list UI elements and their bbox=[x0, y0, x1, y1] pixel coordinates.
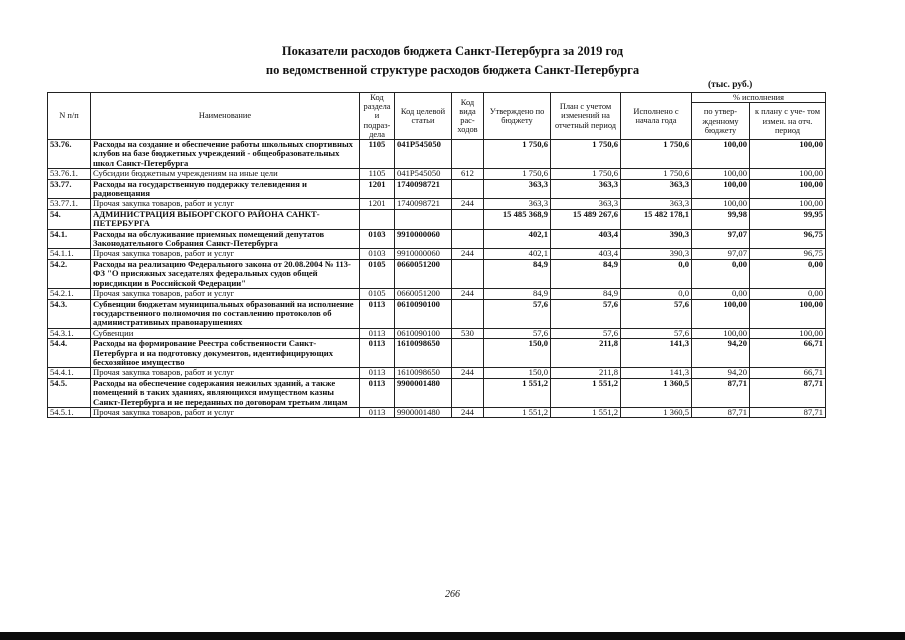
row-approved-cell: 150,0 bbox=[484, 368, 551, 378]
table-row bbox=[48, 199, 826, 209]
row-pct-plan-cell: 96,75 bbox=[750, 249, 826, 259]
row-approved-cell: 15 485 368,9 bbox=[484, 209, 551, 229]
row-num-cell: 54.2. bbox=[48, 259, 91, 288]
row-pct-approved-cell: 100,00 bbox=[692, 299, 750, 328]
table-body bbox=[48, 140, 826, 418]
row-executed-cell: 57,6 bbox=[621, 299, 692, 328]
row-approved-cell: 57,6 bbox=[484, 299, 551, 328]
table-row bbox=[48, 229, 826, 249]
row-name-cell: Расходы на обеспечение содержания нежилых зданий, а также помещений в таких зданиях, являющихся имуществом казны Санкт-Петербурга и не переданных по договорам третьим лицам bbox=[91, 378, 360, 407]
row-pct-approved-cell: 87,71 bbox=[692, 378, 750, 407]
row-target-cell: 041P545050 bbox=[395, 140, 452, 169]
row-pct-approved-cell: 97,07 bbox=[692, 229, 750, 249]
row-kind-cell bbox=[452, 140, 484, 169]
row-executed-cell: 1 750,6 bbox=[621, 169, 692, 179]
units-label: (тыс. руб.) bbox=[708, 80, 753, 90]
row-pct-approved-cell: 100,00 bbox=[692, 179, 750, 199]
row-name-cell: Расходы на формирование Реестра собственности Санкт-Петербурга и на подготовку документов, идентифицирующих бесхозяйное имущество bbox=[91, 339, 360, 368]
row-kind-cell bbox=[452, 339, 484, 368]
table-row bbox=[48, 378, 826, 407]
row-pct-plan-cell: 96,75 bbox=[750, 229, 826, 249]
row-section-cell: 0113 bbox=[360, 368, 395, 378]
header-kind: Код вида рас- ходов bbox=[452, 93, 484, 140]
row-num-cell: 54.4. bbox=[48, 339, 91, 368]
row-pct-plan-cell: 66,71 bbox=[750, 339, 826, 368]
row-plan-cell: 84,9 bbox=[551, 259, 621, 288]
row-plan-cell: 211,8 bbox=[551, 368, 621, 378]
row-pct-approved-cell: 0,00 bbox=[692, 259, 750, 288]
row-num-cell: 54. bbox=[48, 209, 91, 229]
row-section-cell: 0113 bbox=[360, 339, 395, 368]
row-pct-plan-cell: 87,71 bbox=[750, 378, 826, 407]
row-kind-cell bbox=[452, 378, 484, 407]
row-kind-cell: 244 bbox=[452, 199, 484, 209]
row-pct-approved-cell: 100,00 bbox=[692, 328, 750, 338]
row-executed-cell: 1 750,6 bbox=[621, 140, 692, 169]
row-pct-plan-cell: 100,00 bbox=[750, 179, 826, 199]
row-plan-cell: 1 551,2 bbox=[551, 407, 621, 417]
table-row bbox=[48, 209, 826, 229]
row-section-cell: 0113 bbox=[360, 328, 395, 338]
page-number: 266 bbox=[445, 589, 460, 600]
row-target-cell: 1610098650 bbox=[395, 339, 452, 368]
row-plan-cell: 363,3 bbox=[551, 179, 621, 199]
row-name-cell: АДМИНИСТРАЦИЯ ВЫБОРГСКОГО РАЙОНА САНКТ-ПЕТЕРБУРГА bbox=[91, 209, 360, 229]
row-name-cell: Расходы на создание и обеспечение работы школьных спортивных клубов на базе бюджетных учреждений - общеобразовательных школ Санкт-Петербурга bbox=[91, 140, 360, 169]
row-pct-plan-cell: 87,71 bbox=[750, 407, 826, 417]
row-pct-approved-cell: 94,20 bbox=[692, 368, 750, 378]
row-pct-plan-cell: 100,00 bbox=[750, 299, 826, 328]
row-name-cell: Прочая закупка товаров, работ и услуг bbox=[91, 249, 360, 259]
row-name-cell: Прочая закупка товаров, работ и услуг bbox=[91, 289, 360, 299]
row-approved-cell: 402,1 bbox=[484, 249, 551, 259]
header-approved: Утверждено по бюджету bbox=[484, 93, 551, 140]
row-num-cell: 54.1. bbox=[48, 229, 91, 249]
header-num: N п/п bbox=[48, 93, 91, 140]
row-section-cell: 0113 bbox=[360, 407, 395, 417]
row-section-cell: 0113 bbox=[360, 299, 395, 328]
row-plan-cell: 211,8 bbox=[551, 339, 621, 368]
row-executed-cell: 141,3 bbox=[621, 368, 692, 378]
table-row bbox=[48, 249, 826, 259]
row-num-cell: 54.5.1. bbox=[48, 407, 91, 417]
row-num-cell: 54.1.1. bbox=[48, 249, 91, 259]
row-section-cell: 0103 bbox=[360, 229, 395, 249]
table-row bbox=[48, 169, 826, 179]
row-kind-cell: 612 bbox=[452, 169, 484, 179]
row-section-cell: 1105 bbox=[360, 140, 395, 169]
header-pct-group: % исполнения bbox=[692, 93, 826, 103]
table-row bbox=[48, 339, 826, 368]
row-name-cell: Расходы на обслуживание приемных помещений депутатов Законодательного Собрания Санкт-Петербурга bbox=[91, 229, 360, 249]
row-name-cell: Прочая закупка товаров, работ и услуг bbox=[91, 407, 360, 417]
row-num-cell: 53.77.1. bbox=[48, 199, 91, 209]
row-plan-cell: 403,4 bbox=[551, 249, 621, 259]
row-section-cell: 1201 bbox=[360, 179, 395, 199]
row-section-cell bbox=[360, 209, 395, 229]
header-target: Код целевой статьи bbox=[395, 93, 452, 140]
row-executed-cell: 0,0 bbox=[621, 259, 692, 288]
row-pct-approved-cell: 100,00 bbox=[692, 140, 750, 169]
row-pct-approved-cell: 94,20 bbox=[692, 339, 750, 368]
row-target-cell: 9910000060 bbox=[395, 229, 452, 249]
row-target-cell: 9910000060 bbox=[395, 249, 452, 259]
row-pct-approved-cell: 100,00 bbox=[692, 169, 750, 179]
row-approved-cell: 1 750,6 bbox=[484, 140, 551, 169]
row-kind-cell bbox=[452, 229, 484, 249]
row-plan-cell: 1 551,2 bbox=[551, 378, 621, 407]
row-pct-approved-cell: 100,00 bbox=[692, 199, 750, 209]
row-kind-cell: 530 bbox=[452, 328, 484, 338]
row-target-cell: 0660051200 bbox=[395, 289, 452, 299]
row-num-cell: 53.77. bbox=[48, 179, 91, 199]
row-target-cell: 0610090100 bbox=[395, 328, 452, 338]
row-approved-cell: 84,9 bbox=[484, 289, 551, 299]
row-executed-cell: 363,3 bbox=[621, 179, 692, 199]
row-approved-cell: 57,6 bbox=[484, 328, 551, 338]
row-target-cell: 1610098650 bbox=[395, 368, 452, 378]
row-plan-cell: 1 750,6 bbox=[551, 169, 621, 179]
row-num-cell: 54.3. bbox=[48, 299, 91, 328]
table-row bbox=[48, 140, 826, 169]
row-plan-cell: 57,6 bbox=[551, 299, 621, 328]
row-target-cell: 9900001480 bbox=[395, 378, 452, 407]
budget-table bbox=[47, 92, 826, 418]
row-approved-cell: 150,0 bbox=[484, 339, 551, 368]
row-target-cell bbox=[395, 209, 452, 229]
row-kind-cell bbox=[452, 299, 484, 328]
row-num-cell: 53.76. bbox=[48, 140, 91, 169]
row-section-cell: 0105 bbox=[360, 289, 395, 299]
table-row bbox=[48, 368, 826, 378]
row-approved-cell: 402,1 bbox=[484, 229, 551, 249]
header-pct-approved: по утвер- жденному бюджету bbox=[692, 103, 750, 140]
row-kind-cell: 244 bbox=[452, 368, 484, 378]
row-executed-cell: 141,3 bbox=[621, 339, 692, 368]
header-plan: План с учетом изменений на отчетный период bbox=[551, 93, 621, 140]
row-name-cell: Субвенции бюджетам муниципальных образований на исполнение государственного полномочия по составлению протоколов об административных правонарушениях bbox=[91, 299, 360, 328]
row-approved-cell: 1 551,2 bbox=[484, 378, 551, 407]
row-pct-approved-cell: 99,98 bbox=[692, 209, 750, 229]
row-section-cell: 1201 bbox=[360, 199, 395, 209]
row-executed-cell: 15 482 178,1 bbox=[621, 209, 692, 229]
row-approved-cell: 363,3 bbox=[484, 199, 551, 209]
row-executed-cell: 57,6 bbox=[621, 328, 692, 338]
table-row bbox=[48, 259, 826, 288]
row-target-cell: 1740098721 bbox=[395, 179, 452, 199]
row-approved-cell: 363,3 bbox=[484, 179, 551, 199]
row-name-cell: Субсидии бюджетным учреждениям на иные цели bbox=[91, 169, 360, 179]
row-kind-cell: 244 bbox=[452, 289, 484, 299]
row-plan-cell: 84,9 bbox=[551, 289, 621, 299]
row-kind-cell: 244 bbox=[452, 249, 484, 259]
table-row bbox=[48, 299, 826, 328]
row-executed-cell: 1 360,5 bbox=[621, 407, 692, 417]
row-kind-cell bbox=[452, 179, 484, 199]
row-target-cell: 0610090100 bbox=[395, 299, 452, 328]
header-name: Наименование bbox=[91, 93, 360, 140]
table-row bbox=[48, 179, 826, 199]
row-target-cell: 041P545050 bbox=[395, 169, 452, 179]
row-pct-plan-cell: 99,95 bbox=[750, 209, 826, 229]
row-pct-plan-cell: 100,00 bbox=[750, 328, 826, 338]
row-name-cell: Прочая закупка товаров, работ и услуг bbox=[91, 199, 360, 209]
row-pct-plan-cell: 66,71 bbox=[750, 368, 826, 378]
row-kind-cell bbox=[452, 259, 484, 288]
row-target-cell: 0660051200 bbox=[395, 259, 452, 288]
row-pct-approved-cell: 87,71 bbox=[692, 407, 750, 417]
row-num-cell: 53.76.1. bbox=[48, 169, 91, 179]
row-plan-cell: 363,3 bbox=[551, 199, 621, 209]
row-section-cell: 0105 bbox=[360, 259, 395, 288]
row-executed-cell: 390,3 bbox=[621, 229, 692, 249]
row-kind-cell bbox=[452, 209, 484, 229]
row-kind-cell: 244 bbox=[452, 407, 484, 417]
row-executed-cell: 1 360,5 bbox=[621, 378, 692, 407]
row-plan-cell: 1 750,6 bbox=[551, 140, 621, 169]
header-executed: Исполнено с начала года bbox=[621, 93, 692, 140]
row-num-cell: 54.2.1. bbox=[48, 289, 91, 299]
row-pct-plan-cell: 100,00 bbox=[750, 199, 826, 209]
row-plan-cell: 403,4 bbox=[551, 229, 621, 249]
row-approved-cell: 1 750,6 bbox=[484, 169, 551, 179]
row-approved-cell: 1 551,2 bbox=[484, 407, 551, 417]
header-pct-plan: к плану с уче- том измен. на отч. период bbox=[750, 103, 826, 140]
row-approved-cell: 84,9 bbox=[484, 259, 551, 288]
row-pct-plan-cell: 100,00 bbox=[750, 140, 826, 169]
row-executed-cell: 363,3 bbox=[621, 199, 692, 209]
row-name-cell: Расходы на реализацию Федерального закона от 20.08.2004 № 113-ФЗ "О присяжных заседателях федеральных судов общей юрисдикции в Российской Федерации" bbox=[91, 259, 360, 288]
table-row bbox=[48, 407, 826, 417]
row-executed-cell: 390,3 bbox=[621, 249, 692, 259]
row-target-cell: 9900001480 bbox=[395, 407, 452, 417]
header-section: Код раздела и подраз- дела bbox=[360, 93, 395, 140]
table-row bbox=[48, 328, 826, 338]
row-name-cell: Субвенции bbox=[91, 328, 360, 338]
report-title: Показатели расходов бюджета Санкт-Петербурга за 2019 год bbox=[281, 44, 624, 58]
row-pct-approved-cell: 97,07 bbox=[692, 249, 750, 259]
row-num-cell: 54.4.1. bbox=[48, 368, 91, 378]
row-plan-cell: 15 489 267,6 bbox=[551, 209, 621, 229]
scan-edge bbox=[0, 632, 905, 640]
row-name-cell: Прочая закупка товаров, работ и услуг bbox=[91, 368, 360, 378]
row-pct-plan-cell: 100,00 bbox=[750, 169, 826, 179]
row-target-cell: 1740098721 bbox=[395, 199, 452, 209]
table-row bbox=[48, 289, 826, 299]
row-num-cell: 54.3.1. bbox=[48, 328, 91, 338]
row-pct-plan-cell: 0,00 bbox=[750, 259, 826, 288]
row-section-cell: 0113 bbox=[360, 378, 395, 407]
row-num-cell: 54.5. bbox=[48, 378, 91, 407]
row-pct-plan-cell: 0,00 bbox=[750, 289, 826, 299]
row-pct-approved-cell: 0,00 bbox=[692, 289, 750, 299]
row-executed-cell: 0,0 bbox=[621, 289, 692, 299]
row-name-cell: Расходы на государственную поддержку телевидения и радиовещания bbox=[91, 179, 360, 199]
row-section-cell: 1105 bbox=[360, 169, 395, 179]
row-plan-cell: 57,6 bbox=[551, 328, 621, 338]
row-section-cell: 0103 bbox=[360, 249, 395, 259]
report-subtitle: по ведомственной структуре расходов бюджета Санкт-Петербурга bbox=[265, 63, 640, 77]
